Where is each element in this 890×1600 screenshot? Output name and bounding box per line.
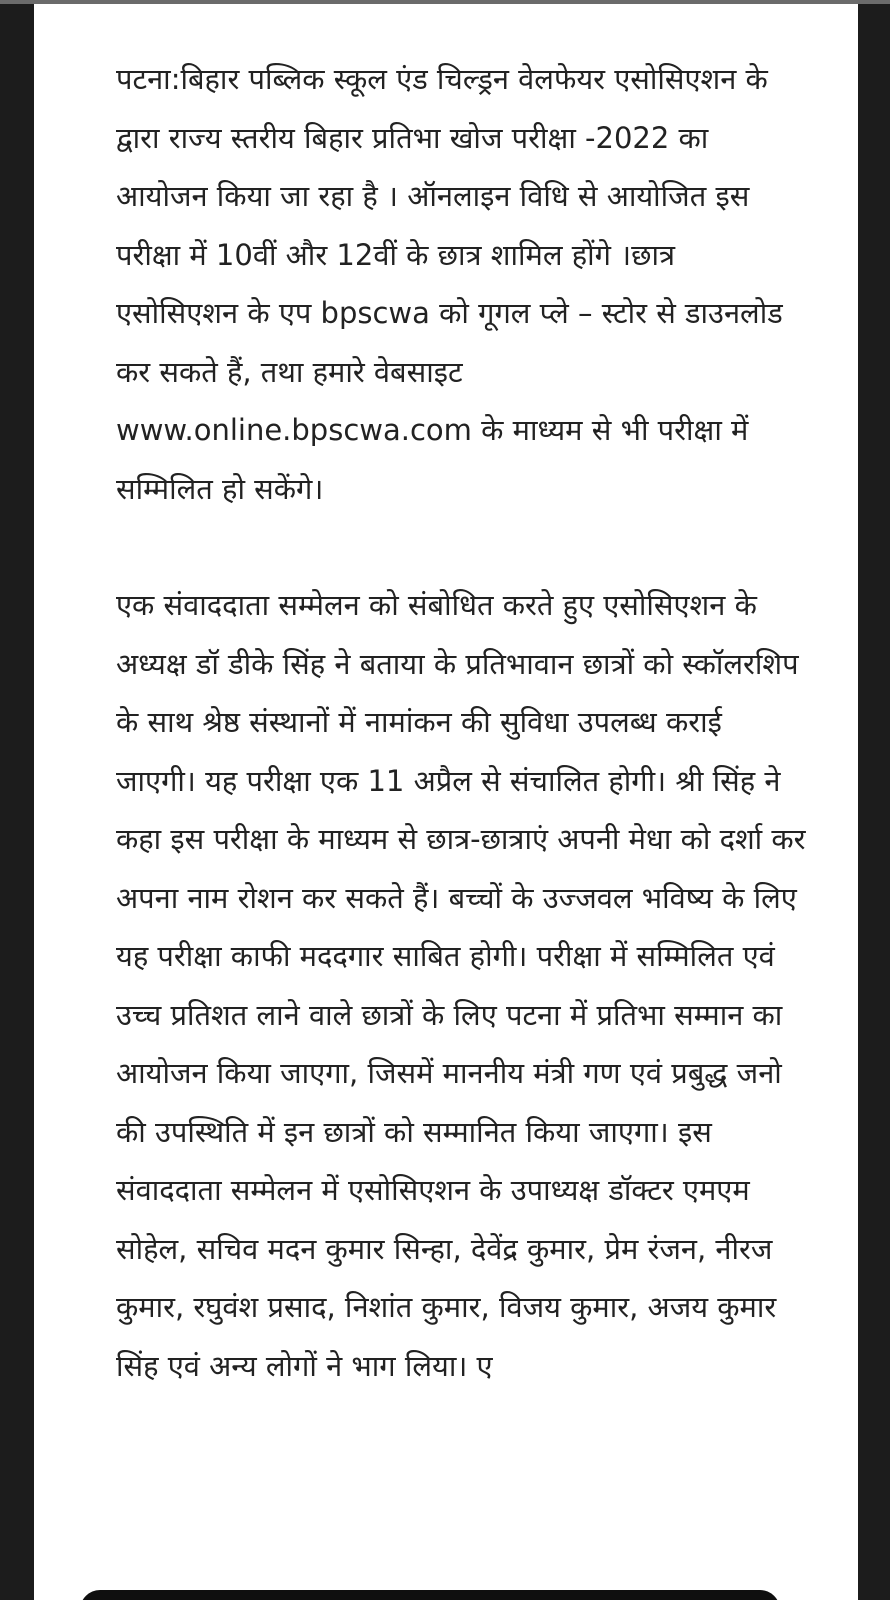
paragraph-spacer bbox=[116, 518, 806, 576]
article-page[interactable] bbox=[34, 4, 858, 1600]
article-body bbox=[116, 50, 806, 1395]
article-paragraph-1: पटना:बिहार पब्लिक स्कूल एंड चिल्ड्रन वेलफेयर एसोसिएशन के द्वारा राज्य स्तरीय बिहार प्रतिभा खोज परीक्षा -2022 का आयोजन किया जा रहा है । ऑनलाइन विधि से आयोजित इस परीक्षा में 10वीं और 12वीं के छात्र शामिल होंगे ।छात्र एसोसिएशन के एप bpscwa को गूगल प्ले – स्टोर से डाउनलोड कर सकते हैं, तथा हमारे वेबसाइट www.online.bpscwa.com के माध्यम से भी परीक्षा में सम्मिलित हो सकेंगे। bbox=[116, 62, 783, 506]
article-paragraph-2: एक संवाददाता सम्मेलन को संबोधित करते हुए एसोसिएशन के अध्यक्ष डॉ डीके सिंह ने बताया के प्रतिभावान छात्रों को स्कॉलरशिप के साथ श्रेष्ठ संस्थानों में नामांकन की सुविधा उपलब्ध कराई जाएगी। यह परीक्षा एक 11 अप्रैल से संचालित होगी। श्री सिंह ने कहा इस परीक्षा के माध्यम से छात्र-छात्राएं अपनी मेधा को दर्शा कर अपना नाम रोशन कर सकते हैं। बच्चों के उज्जवल भविष्य के लिए यह परीक्षा काफी मददगार साबित होगी। परीक्षा में सम्मिलित एवं उच्च प्रतिशत लाने वाले छात्रों के लिए पटना में प्रतिभा सम्मान का आयोजन किया जाएगा, जिसमें माननीय मंत्री गण एवं प्रबुद्ध जनो की उपस्थिति में इन छात्रों को सम्मानित किया जाएगा। इस संवाददाता सम्मेलन में एसोसिएशन के उपाध्यक्ष डॉक्टर एमएम सोहेल, सचिव मदन कुमार सिन्हा, देवेंद्र कुमार, प्रेम रंजन, नीरज कुमार, रघुवंश प्रसाद, निशांत कुमार, विजय कुमार, अजय कुमार सिंह एवं अन्य लोगों ने भाग लिया। ए bbox=[116, 588, 806, 1383]
bottom-overlay-bar bbox=[80, 1590, 780, 1600]
